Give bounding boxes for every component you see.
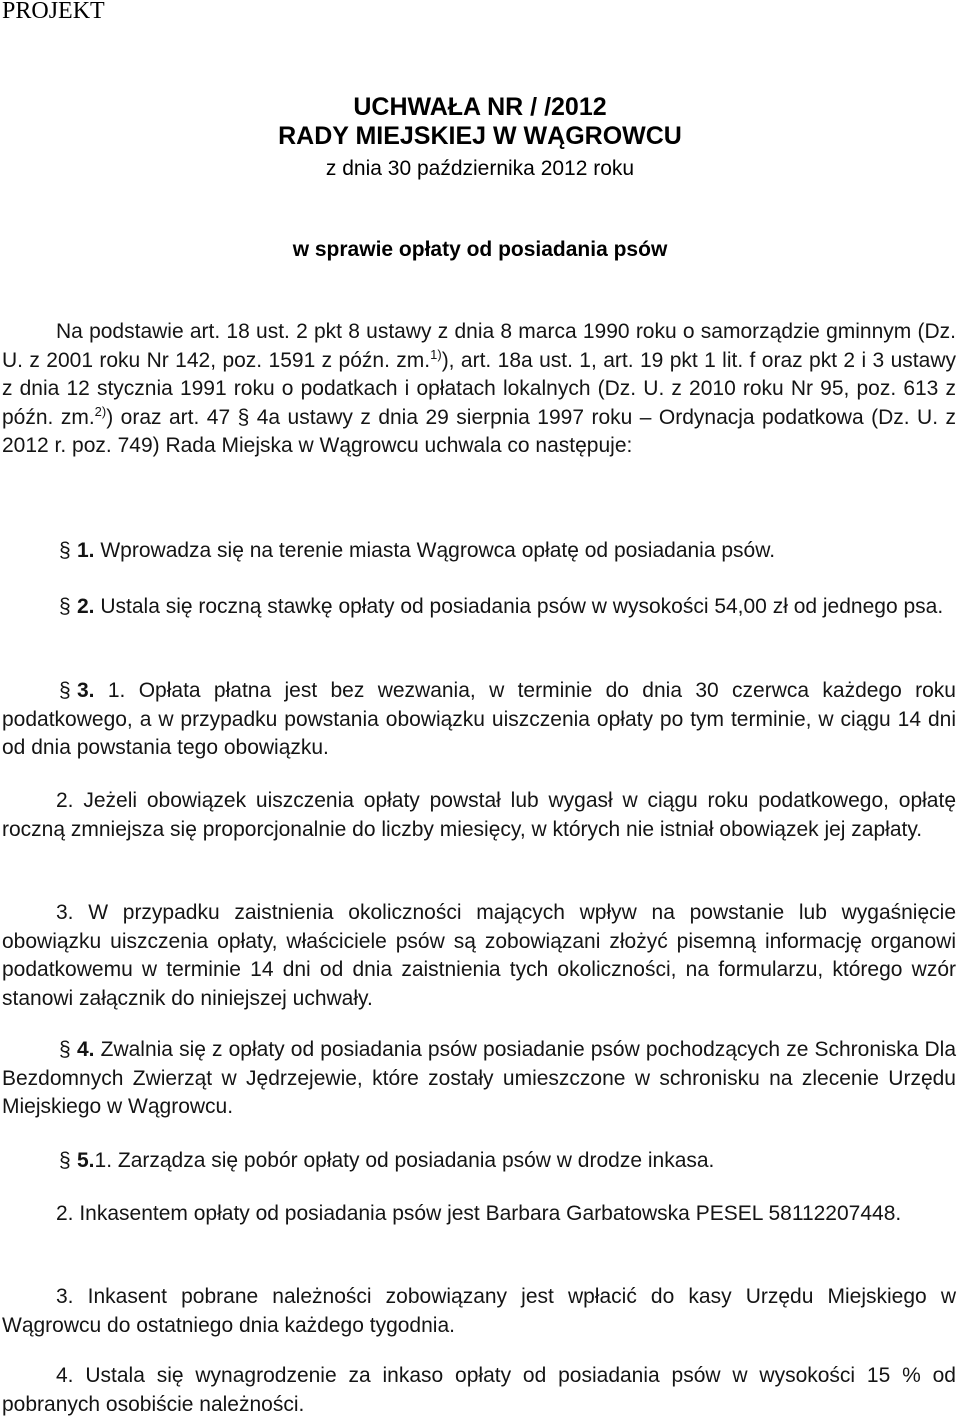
section-sign: § — [59, 1038, 71, 1061]
preamble — [2, 318, 956, 461]
section-5-text-1: 1. Zarządza się pobór opłaty od posiadania psów w drodze inkasa. — [94, 1149, 715, 1172]
council-name: RADY MIEJSKIEJ W WĄGROWCU — [278, 122, 682, 150]
section-4 — [2, 1036, 956, 1122]
section-5-paragraph-3 — [2, 1283, 956, 1340]
section-sign: § — [59, 679, 71, 702]
section-5-text-2: 2. Inkasentem opłaty od posiadania psów jest Barbara Garbatowska PESEL 58112207448. — [56, 1202, 902, 1225]
section-number: 5. — [77, 1149, 95, 1172]
section-3-text-1: 1. Opłata płatna jest bez wezwania, w terminie do dnia 30 czerwca każdego roku podatkowego, a w przypadku powstania obowiązku uiszczenia opłaty po tym terminie, w ciągu 14 dni od dnia powstania tego obowiązku. — [2, 679, 956, 759]
footnote-ref-1: 1) — [430, 346, 442, 362]
section-sign: § — [59, 595, 71, 618]
section-number: 3. — [77, 679, 95, 702]
resolution-title: UCHWAŁA NR / /2012 — [353, 93, 607, 121]
preamble-part-1: Na podstawie art. 18 ust. 2 pkt 8 ustawy z dnia 8 marca 1990 roku o samorządzie gminnym (Dz. U. z 2001 roku Nr 142, poz. 1591 z późn. zm. — [2, 320, 956, 372]
section-5-paragraph-4 — [2, 1362, 956, 1419]
preamble-part-3: ) oraz art. 47 — [106, 405, 238, 429]
section-sign: § — [59, 1149, 71, 1172]
section-1-text: Wprowadza się na terenie miasta Wągrowca opłatę od posiadania psów. — [94, 539, 776, 562]
projekt-label: PROJEKT — [2, 0, 105, 24]
section-number: 1. — [77, 539, 95, 562]
section-1 — [2, 537, 956, 566]
section-3-text-2: 2. Jeżeli obowiązek uiszczenia opłaty powstał lub wygasł w ciągu roku podatkowego, opłatę roczną zmniejsza się proporcjonalnie do liczby miesięcy, w których nie istniał obowiązek jej zapłaty. — [2, 789, 956, 841]
section-sign: § — [59, 539, 71, 562]
section-5-text-4: 4. Ustala się wynagrodzenie za inkaso opłaty od posiadania psów w wysokości 15 % od pobranych osobiście należności. — [2, 1364, 956, 1416]
section-3-text-3: 3. W przypadku zaistnienia okoliczności mających wpływ na powstanie lub wygaśnięcie obowiązku uiszczenia opłaty, właściciele psów są zobowiązani złożyć pisemną informację organowi podatkowemu w terminie 14 dni od dnia zaistnienia tych okoliczności, na formularzu, którego wzór stanowi załącznik do niniejszej uchwały. — [2, 901, 956, 1010]
section-5-paragraph-2 — [2, 1200, 956, 1229]
section-5-paragraph-1 — [2, 1147, 956, 1176]
section-4-text: Zwalnia się z opłaty od posiadania psów posiadanie psów pochodzących ze Schroniska Dla Bezdomnych Zwierząt w Jędrzejewie, które zostały umieszczone w schronisku na zlecenie Urzędu Miejskiego w Wągrowcu. — [2, 1038, 956, 1118]
section-3-paragraph-3 — [2, 899, 956, 1013]
section-3-paragraph-2 — [2, 787, 956, 844]
section-5-text-3: 3. Inkasent pobrane należności zobowiązany jest wpłacić do kasy Urzędu Miejskiego w Wągrowcu do ostatniego dnia każdego tygodnia. — [2, 1285, 956, 1337]
resolution-date: z dnia 30 października 2012 roku — [325, 157, 635, 180]
preamble-part-2: ), art. 18a ust. 1, art. 19 pkt 1 lit. f oraz pkt 2 i 3 ustawy z dnia 12 stycznia 1991 roku o podatkach i opłatach lokalnych (Dz. U. z 2010 roku Nr 95, poz. 613 z późn. zm. — [2, 348, 956, 429]
preamble-part-4: 4a ustawy z dnia 29 sierpnia 1997 roku – Ordynacja podatkowa (Dz. U. z 2012 r. poz. 749) Rada Miejska w Wągrowcu uchwala co następuje: — [2, 405, 956, 457]
section-sign: § — [237, 405, 250, 429]
section-number: 2. — [77, 595, 95, 618]
section-2-text: Ustala się roczną stawkę opłaty od posiadania psów w wysokości 54,00 zł od jednego psa. — [94, 595, 944, 618]
section-number: 4. — [77, 1038, 95, 1061]
resolution-subject: w sprawie opłaty od posiadania psów — [292, 238, 668, 261]
section-3-paragraph-1 — [2, 677, 956, 763]
section-2 — [2, 593, 956, 622]
footnote-ref-2: 2) — [94, 403, 107, 419]
